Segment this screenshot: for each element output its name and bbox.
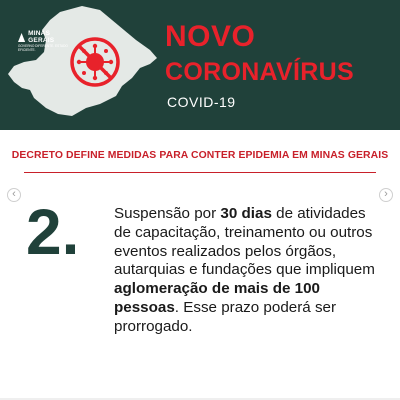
title-novo: NOVO bbox=[165, 20, 256, 53]
chevron-left-icon: ‹ bbox=[12, 188, 16, 200]
text-part: de atividades de capacitação, treinamento ou outros eventos realizados pelos órgãos, autarquias e fundações que impliquem bbox=[114, 205, 375, 279]
virus-prohibited-icon bbox=[68, 35, 122, 89]
headline-underline bbox=[24, 172, 376, 173]
logo-subtitle: GOVERNO DIFERENTE. ESTADO EFICIENTE. bbox=[18, 44, 68, 52]
text-part-bold: aglomeração de mais de 100 pessoas bbox=[114, 280, 320, 316]
title-covid: COVID-19 bbox=[167, 94, 236, 110]
carousel-prev-button[interactable] bbox=[7, 188, 21, 202]
logo-name: MINAS GERAIS bbox=[28, 30, 55, 44]
item-number: 2. bbox=[26, 196, 80, 268]
text-part: . Esse prazo poderá ser prorrogado. bbox=[114, 298, 337, 335]
triangle-logo-icon bbox=[18, 33, 25, 42]
chevron-right-icon: › bbox=[384, 188, 388, 200]
title-coronavirus: CORONAVÍRUS bbox=[165, 58, 354, 86]
measure-description bbox=[114, 205, 376, 337]
carousel-next-button[interactable] bbox=[379, 188, 393, 202]
decree-headline: DECRETO DEFINE MEDIDAS PARA CONTER EPIDEMIA EM MINAS GERAIS bbox=[11, 150, 389, 161]
text-part-bold: 30 dias bbox=[220, 205, 272, 222]
text-part: Suspensão por bbox=[114, 205, 221, 222]
minas-gerais-logo bbox=[18, 31, 68, 53]
header-banner bbox=[0, 0, 400, 130]
